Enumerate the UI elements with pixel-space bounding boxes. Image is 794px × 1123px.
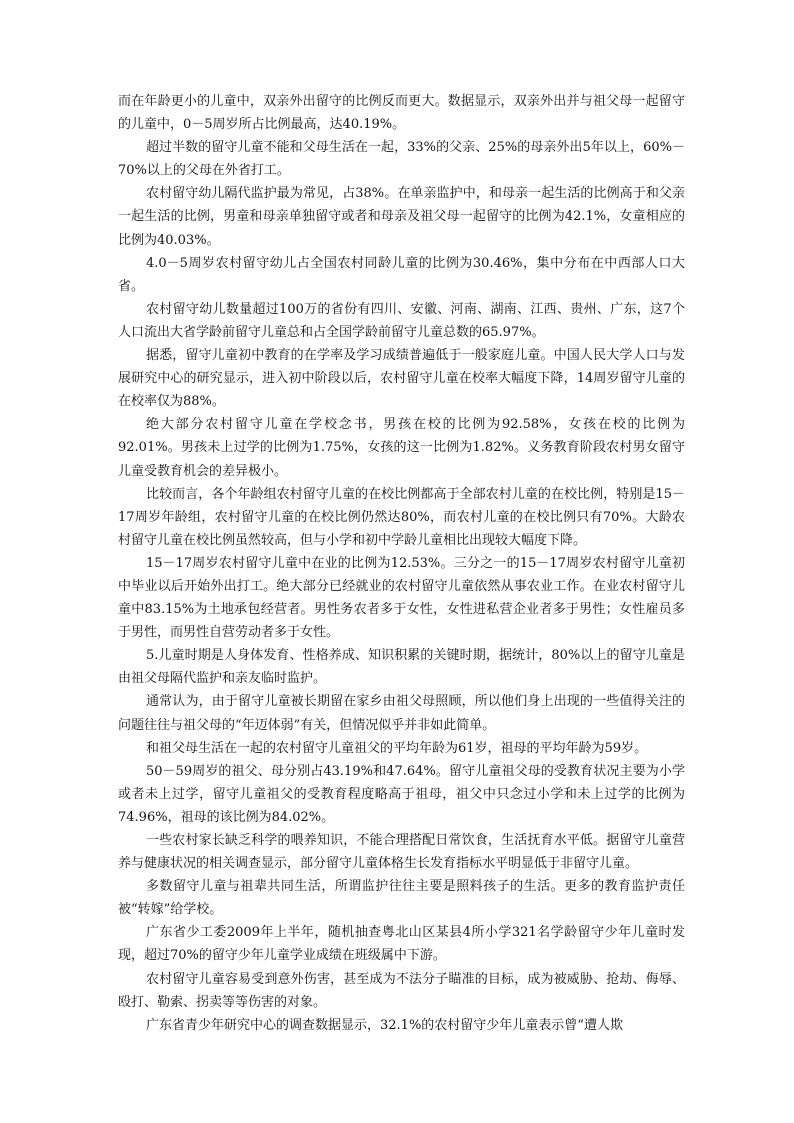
paragraph: 广东省青少年研究中心的调查数据显示，32.1%的农村留守少年儿童表示曾“遭人欺 — [146, 1017, 623, 1033]
paragraph: 据悉，留守儿童初中教育的在学率及学习成绩普遍低于一般家庭儿童。中国人民大学人口与发展研究中心的研究显示，进入初中阶段以后，农村留守儿童在校率大幅度下降，14周岁留守儿童的在校率仅为88%。 — [118, 348, 685, 410]
paragraph: 15－17周岁农村留守儿童中在业的比例为12.53%。三分之一的15－17周岁农村留守儿童初中毕业以后开始外出打工。绝大部分已经就业的农村留守儿童依然从事农业工作。在业农村留守儿童中83.15%为土地承包经营者。男性务农者多于女性，女性进私营企业者多于男性；女性雇员多于男性，而男性自营劳动者多于女性。 — [118, 555, 685, 641]
paragraph: 绝大部分农村留守儿童在学校念书，男孩在校的比例为92.58%，女孩在校的比例为92.01%。男孩未上过学的比例为1.75%，女孩的这一比例为1.82%。义务教育阶段农村男女留守儿童受教育机会的差异极小。 — [118, 417, 685, 479]
paragraph: 超过半数的留守儿童不能和父母生活在一起，33%的父亲、25%的母亲外出5年以上，60%－70%以上的父母在外省打工。 — [118, 140, 685, 179]
paragraph: 农村留守幼儿隔代监护最为常见，占38%。在单亲监护中，和母亲一起生活的比例高于和父亲一起生活的比例，男童和母亲单独留守或者和母亲及祖父母一起留守的比例为42.1%，女童相应的比例为40.03%。 — [118, 186, 685, 248]
paragraph: 5.儿童时期是人身体发育、性格养成、知识积累的关键时期，据统计，80%以上的留守儿童是由祖父母隔代监护和亲友临时监护。 — [118, 648, 685, 687]
paragraph: 通常认为，由于留守儿童被长期留在家乡由祖父母照顾，所以他们身上出现的一些值得关注的问题往往与祖父母的“年迈体弱”有关，但情况似乎并非如此简单。 — [118, 694, 685, 733]
paragraph: 一些农村家长缺乏科学的喂养知识，不能合理搭配日常饮食，生活抚育水平低。据留守儿童营养与健康状况的相关调查显示，部分留守儿童体格生长发育指标水平明显低于非留守儿童。 — [118, 833, 685, 872]
paragraph: 广东省少工委2009年上半年，随机抽查粤北山区某县4所小学321名学龄留守少年儿童时发现，超过70%的留守少年儿童学业成绩在班级属中下游。 — [118, 925, 685, 964]
paragraph: 农村留守幼儿数量超过100万的省份有四川、安徽、河南、湖南、江西、贵州、广东，这7个人口流出大省学龄前留守儿童总和占全国学龄前留守儿童总数的65.97%。 — [118, 301, 685, 340]
paragraph: 4.0－5周岁农村留守幼儿占全国农村同龄儿童的比例为30.46%，集中分布在中西部人口大省。 — [118, 255, 685, 294]
document-page — [118, 90, 685, 1037]
paragraph: 而在年龄更小的儿童中，双亲外出留守的比例反而更大。数据显示，双亲外出并与祖父母一起留守的儿童中，0－5周岁所占比例最高，达40.19%。 — [118, 94, 685, 133]
paragraph: 比较而言，各个年龄组农村留守儿童的在校比例都高于全部农村儿童的在校比例，特别是15－17周岁年龄组，农村留守儿童的在校比例仍然达80%，而农村儿童的在校比例只有70%。大龄农村留守儿童在校比例虽然较高，但与小学和初中学龄儿童相比出现较大幅度下降。 — [118, 486, 685, 548]
paragraph: 50－59周岁的祖父、母分别占43.19%和47.64%。留守儿童祖父母的受教育状况主要为小学或者未上过学，留守儿童祖父的受教育程度略高于祖母，祖父中只念过小学和未上过学的比例为74.96%，祖母的该比例为84.02%。 — [118, 763, 685, 825]
paragraph: 和祖父母生活在一起的农村留守儿童祖父的平均年龄为61岁，祖母的平均年龄为59岁。 — [146, 740, 648, 756]
paragraph: 多数留守儿童与祖辈共同生活，所谓监护往往主要是照料孩子的生活。更多的教育监护责任被“转嫁”给学校。 — [118, 879, 685, 918]
paragraph: 农村留守儿童容易受到意外伤害，甚至成为不法分子瞄准的目标，成为被威胁、抢劫、侮辱、殴打、勒索、拐卖等等伤害的对象。 — [118, 971, 685, 1010]
